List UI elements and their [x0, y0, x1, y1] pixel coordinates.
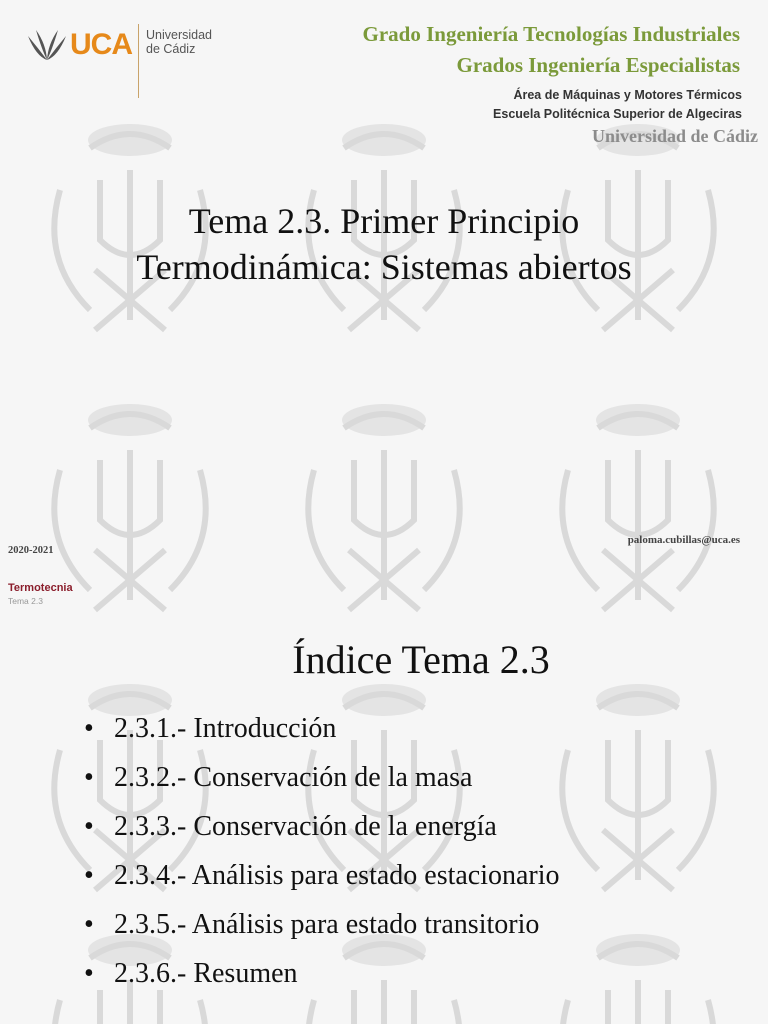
slide-title: Tema 2.3. Primer Principio Termodinámica: Sistemas abiertos: [136, 201, 632, 287]
author-email: paloma.cubillas@uca.es: [627, 534, 740, 546]
list-item: • 2.3.4.- Análisis para estado estacionario: [84, 860, 560, 891]
university-name: Universidad de Cádiz: [591, 126, 758, 146]
course-name: Termotecnia: [8, 582, 73, 594]
index-list: [84, 704, 560, 998]
list-item: • 2.3.3.- Conservación de la energía: [84, 811, 497, 842]
academic-year: 2020-2021: [8, 545, 54, 556]
area-line: Área de Máquinas y Motores Térmicos: [513, 88, 742, 102]
leaves-icon: [26, 26, 68, 62]
program-line-1: Grado Ingeniería Tecnologías Industriales: [362, 22, 740, 46]
logo-institution: Universidad de Cádiz: [146, 28, 213, 56]
course-topic: Tema 2.3: [8, 596, 43, 606]
school-line: Escuela Politécnica Superior de Algeciras: [493, 107, 742, 121]
program-line-2: Grados Ingeniería Especialistas: [456, 53, 740, 77]
logo-divider: [138, 24, 139, 98]
list-item: • 2.3.6.- Resumen: [84, 958, 298, 989]
index-title: Índice Tema 2.3: [292, 637, 550, 682]
list-item: • 2.3.2.- Conservación de la masa: [84, 762, 473, 793]
index-slide: [0, 600, 768, 1024]
logo-wordmark: UCA: [70, 28, 132, 61]
uca-logo: [26, 22, 226, 102]
list-item: • 2.3.5.- Análisis para estado transitorio: [84, 909, 540, 940]
list-item: • 2.3.1.- Introducción: [84, 713, 337, 744]
